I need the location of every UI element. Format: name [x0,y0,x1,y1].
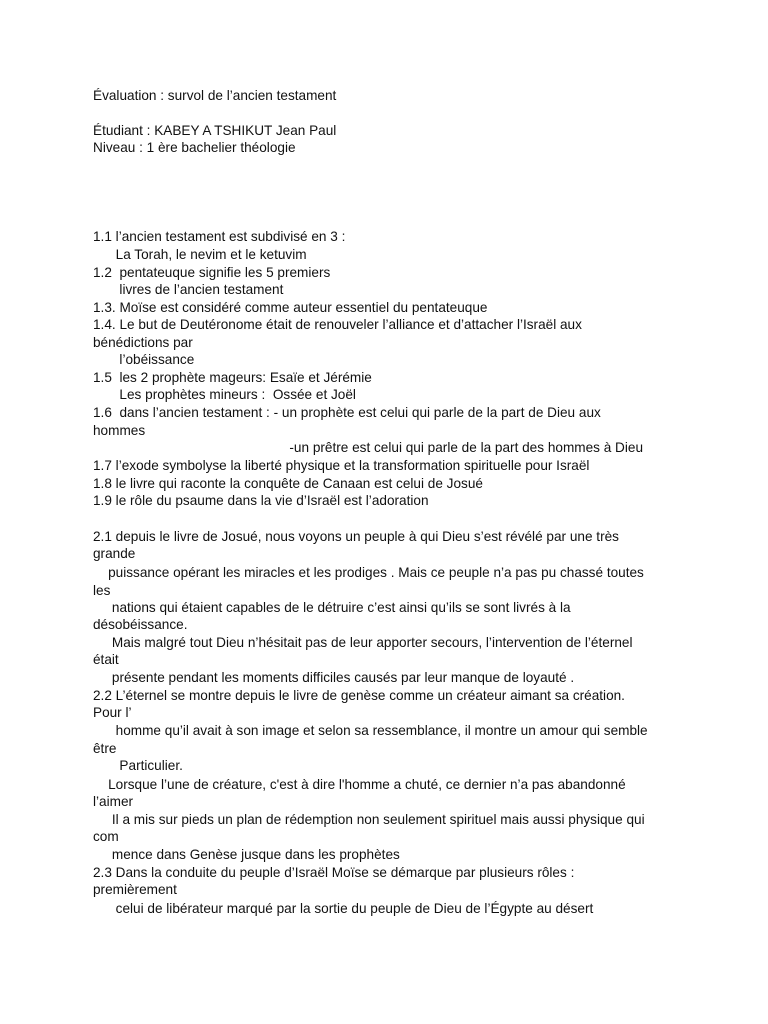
body-line: -un prêtre est celui qui parle de la part des hommes à Dieu [93,440,644,455]
body-line: puissance opérant les miracles et les prodiges . Mais ce peuple n’a pas pu chassé toutes [93,565,644,580]
body-line: 2.1 depuis le livre de Josué, nous voyons un peuple à qui Dieu s’est révélé par une très [93,529,619,544]
body-line: mence dans Genèse jusque dans les prophètes [93,847,400,862]
body-line: premièrement [93,882,177,897]
student-name: Étudiant : KABEY A TSHIKUT Jean Paul [93,123,337,138]
body-line: 1.9 le rôle du psaume dans la vie d’Israël est l’adoration [93,493,429,508]
body-line: 1.5 les 2 prophète mageurs: Esaïe et Jérémie [93,370,372,385]
body-line: nations qui étaient capables de le détruire c’est ainsi qu’ils se sont livrés à la [93,600,571,615]
body-line: homme qu’il avait à son image et selon sa ressemblance, il montre un amour qui semble [93,723,648,738]
body-line: 1.7 l’exode symbolyse la liberté physique et la transformation spirituelle pour Israël [93,458,590,473]
body-line: Particulier. [93,758,183,773]
body-line: était [93,652,119,667]
body-line: com [93,829,119,844]
body-line: livres de l’ancien testament [93,282,284,297]
body-line: être [93,741,117,756]
body-line: 1.1 l’ancien testament est subdivisé en 3 : [93,229,346,244]
body-line: 1.4. Le but de Deutéronome était de renouveler l’alliance et d’attacher l’Israël aux [93,317,582,332]
body-line: celui de libérateur marqué par la sortie du peuple de Dieu de l’Égypte au désert [93,901,594,916]
body-line: l’obéissance [93,352,195,367]
body-line: Lorsque l’une de créature, c'est à dire l'homme a chuté, ce dernier n’a pas abandonné [93,777,626,792]
study-level: Niveau : 1 ère bachelier théologie [93,140,296,155]
body-line: 1.2 pentateuque signifie les 5 premiers [93,265,331,280]
body-line: Mais malgré tout Dieu n’hésitait pas de leur apporter secours, l’intervention de l’éternel [93,635,633,650]
body-line: 2.2 L’éternel se montre depuis le livre de genèse comme un créateur aimant sa création. [93,688,625,703]
body-line: grande [93,546,136,561]
body-line: les [93,583,111,598]
body-line: présente pendant les moments difficiles causés par leur manque de loyauté . [93,670,575,685]
body-line: 1.6 dans l’ancien testament : - un prophète est celui qui parle de la part de Dieu aux [93,405,601,420]
body-line: hommes [93,423,146,438]
body-line: désobéissance. [93,617,188,632]
body-line: bénédictions par [93,335,193,350]
body-line: Pour l’ [93,705,132,720]
body-line: 1.8 le livre qui raconte la conquête de Canaan est celui de Josué [93,476,483,491]
body-line: La Torah, le nevim et le ketuvim [93,247,307,262]
document-title: Évaluation : survol de l’ancien testament [93,88,337,103]
body-line: 2.3 Dans la conduite du peuple d’Israël Moïse se démarque par plusieurs rôles : [93,865,575,880]
body-line: 1.3. Moïse est considéré comme auteur essentiel du pentateuque [93,300,488,315]
body-line: Les prophètes mineurs : Ossée et Joël [93,387,356,402]
body-line: Il a mis sur pieds un plan de rédemption non seulement spirituel mais aussi physique qui [93,812,645,827]
body-line: l’aimer [93,794,134,809]
